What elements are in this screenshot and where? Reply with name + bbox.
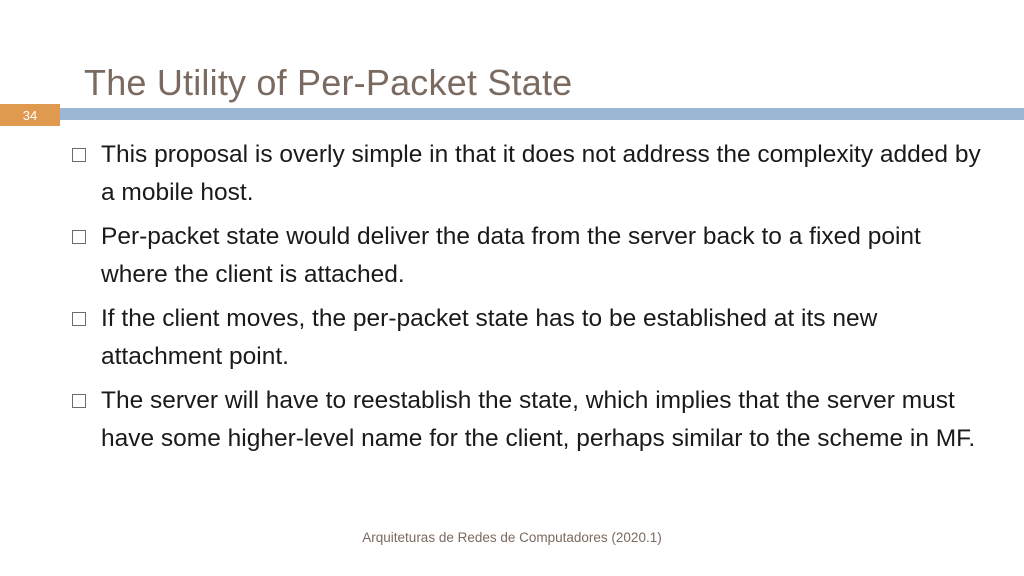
title-divider-rule	[60, 108, 1024, 120]
list-item-text: This proposal is overly simple in that it does not address the complexity added by a mobile host.	[101, 141, 981, 206]
square-bullet-icon	[72, 312, 86, 326]
square-bullet-icon	[72, 148, 86, 162]
list-item-text: If the client moves, the per-packet state has to be established at its new attachment point.	[101, 305, 878, 370]
page-title: The Utility of Per-Packet State	[84, 62, 573, 104]
list-item	[72, 382, 992, 458]
list-item-text: The server will have to reestablish the state, which implies that the server must have some higher-level name for the client, perhaps similar to the scheme in MF.	[101, 387, 976, 452]
square-bullet-icon	[72, 230, 86, 244]
list-item	[72, 136, 992, 212]
list-item-text: Per-packet state would deliver the data from the server back to a fixed point where the client is attached.	[101, 223, 921, 288]
slide-number-badge: 34	[0, 104, 60, 126]
list-item	[72, 300, 992, 376]
slide-footer: Arquiteturas de Redes de Computadores (2020.1)	[362, 530, 662, 545]
list-item	[72, 218, 992, 294]
square-bullet-icon	[72, 394, 86, 408]
bullet-list	[72, 136, 992, 464]
